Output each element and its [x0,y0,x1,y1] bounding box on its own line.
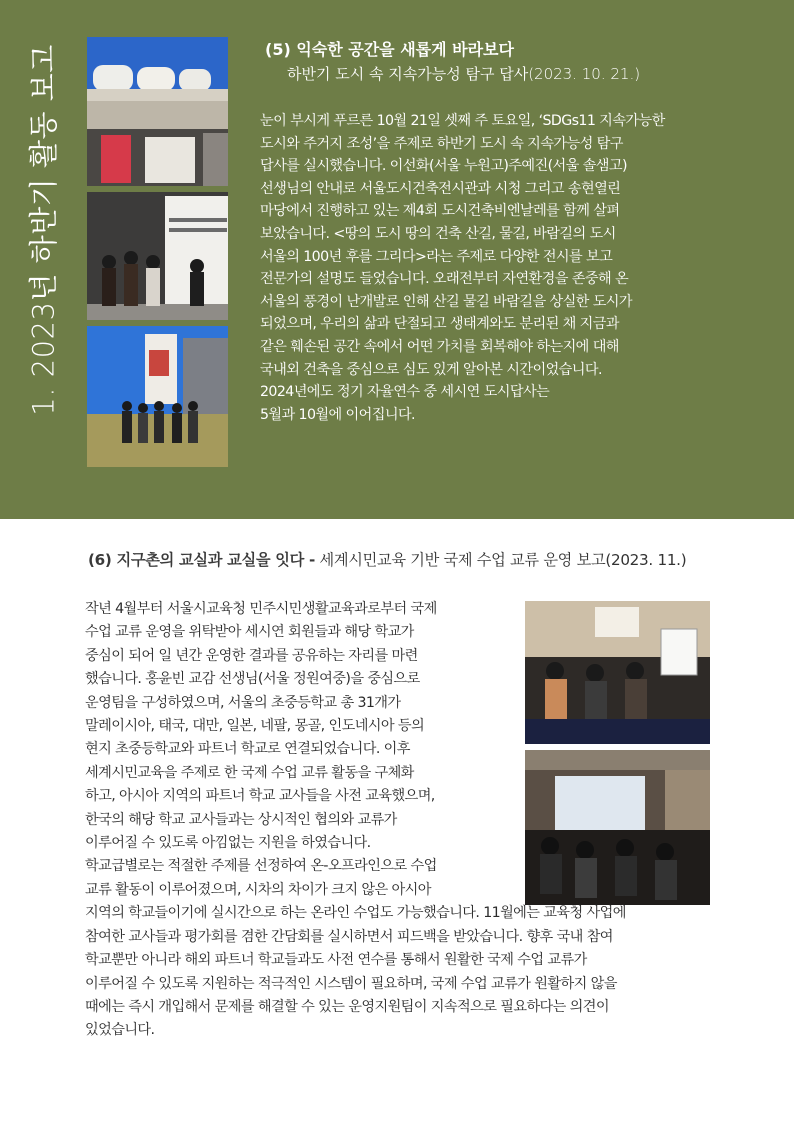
section6-line: 지역의 학교들이기에 실시간으로 하는 온라인 수업도 가능했습니다. 11월에는 교육청 사업에 [85,905,626,922]
section6-line: 때에는 즉시 개입해서 문제를 해결할 수 있는 운영지원팀이 지속적으로 필요하다는 의견이 [85,998,609,1015]
section5-line: 눈이 부시게 푸르른 10월 21일 셋째 주 토요일, ‘SDGs11 지속가능한 [260,113,665,129]
section5-line: 전문가의 설명도 들었습니다. 오래전부터 자연환경을 존중해 온 [260,271,629,288]
section5-line: 국내외 건축을 중심으로 심도 있게 알아본 시간이었습니다. [260,361,602,378]
section6-line: 수업 교류 운영을 위탁받아 세시연 회원들과 해당 학교가 [85,624,414,641]
section5-line: 5월과 10월에 이어집니다. [260,406,415,423]
section5-line: 서울의 100년 후를 그리다>라는 주제로 다양한 전시를 보고 [260,248,613,265]
vertical-section-title [12,40,72,420]
section6-line: 하고, 아시아 지역의 파트너 학교 교사들을 사전 교육했으며, [85,788,435,805]
section5-line: 선생님의 안내로 서울도시건축전시관과 시청 그리고 송현열린 [260,180,621,197]
section5-subheading: 하반기 도시 속 지속가능성 탐구 답사(2023. 10. 21.) [287,65,641,83]
section6-line: 이루어질 수 있도록 아낌없는 지원을 하였습니다. [85,835,371,852]
section6-line: 있었습니다. [85,1022,155,1039]
section5-line: 같은 훼손된 공간 속에서 어떤 가치를 회복해야 하는지에 대해 [260,338,619,355]
section6-line: 참여한 교사들과 평가회를 겸한 간담회를 실시하면서 피드백을 받았습니다. 향후 국내 참여 [85,928,613,945]
section6-line: 이루어질 수 있도록 지원하는 적극적인 시스템이 필요하며, 국제 수업 교류가 원활하지 않을 [85,975,617,992]
top-section-band [0,0,794,519]
section5-line: 답사를 실시했습니다. 이선화(서울 누원고)주예진(서울 솔샘고) [260,158,627,175]
section5-line: 보았습니다. <땅의 도시 땅의 건축 산길, 물길, 바람길의 도시 [260,225,616,242]
photo-exhibition-entrance [87,192,228,320]
section5-line: 마당에서 진행하고 있는 제4회 도시건축비엔날레를 함께 살펴 [260,203,620,220]
section6-line: 현지 초중등학교와 파트너 학교로 연결되었습니다. 이후 [85,741,410,758]
section6-line: 학교급별로는 적절한 주제를 선정하여 온-오프라인으로 수업 [85,858,437,875]
section5-line: 되었으며, 우리의 삶과 단절되고 생태계와도 분리된 채 지금과 [260,316,619,333]
section6-line: 한국의 해당 학교 교사들과는 상시적인 협의와 교류가 [85,811,397,828]
section6-line: 세계시민교육을 주제로 한 국제 수업 교류 활동을 구체화 [85,764,414,781]
section6-line: 학교뿐만 아니라 해외 파트너 학교들과도 사전 연수를 통해서 원활한 국제 수업 교류가 [85,952,587,969]
section6-line: 운영팀을 구성하였으며, 서울의 초중등학교 총 31개가 [85,694,401,711]
photo-city-architecture-hall [87,37,228,186]
section6-heading [88,549,686,570]
section5-line: 도시와 주거지 조성’을 주제로 하반기 도시 속 지속가능성 탐구 [260,135,623,152]
section6-line: 했습니다. 홍윤빈 교감 선생님(서울 정원여중)을 중심으로 [85,671,420,688]
photo-outdoor-biennale-group [87,326,228,467]
section6-body [85,598,715,1043]
section5-line: 서울의 풍경이 난개발로 인해 산길 물길 바람길을 상실한 도시가 [260,293,633,310]
side-title-text: 1. 2023년 하반기 활동 보고 [26,44,61,416]
section5-heading: (5) 익숙한 공간을 새롭게 바라보다 [265,40,514,59]
section6-heading-bold: (6) 지구촌의 교실과 교실을 잇다 - [88,551,315,569]
section5-line: 2024년에도 정기 자율연수 중 세시연 도시답사는 [260,384,550,401]
section6-line: 교류 활동이 이루어졌으며, 시차의 차이가 크지 않은 아시아 [85,881,431,898]
section6-line: 말레이시아, 태국, 대만, 일본, 네팔, 몽골, 인도네시아 등의 [85,718,425,735]
section6-line: 중심이 되어 일 년간 운영한 결과를 공유하는 자리를 마련 [85,647,418,664]
section5-body [260,110,715,426]
section6-line: 작년 4월부터 서울시교육청 민주시민생활교육과로부터 국제 [85,601,437,617]
section6-heading-rest: 세계시민교육 기반 국제 수업 교류 운영 보고(2023. 11.) [314,551,687,569]
